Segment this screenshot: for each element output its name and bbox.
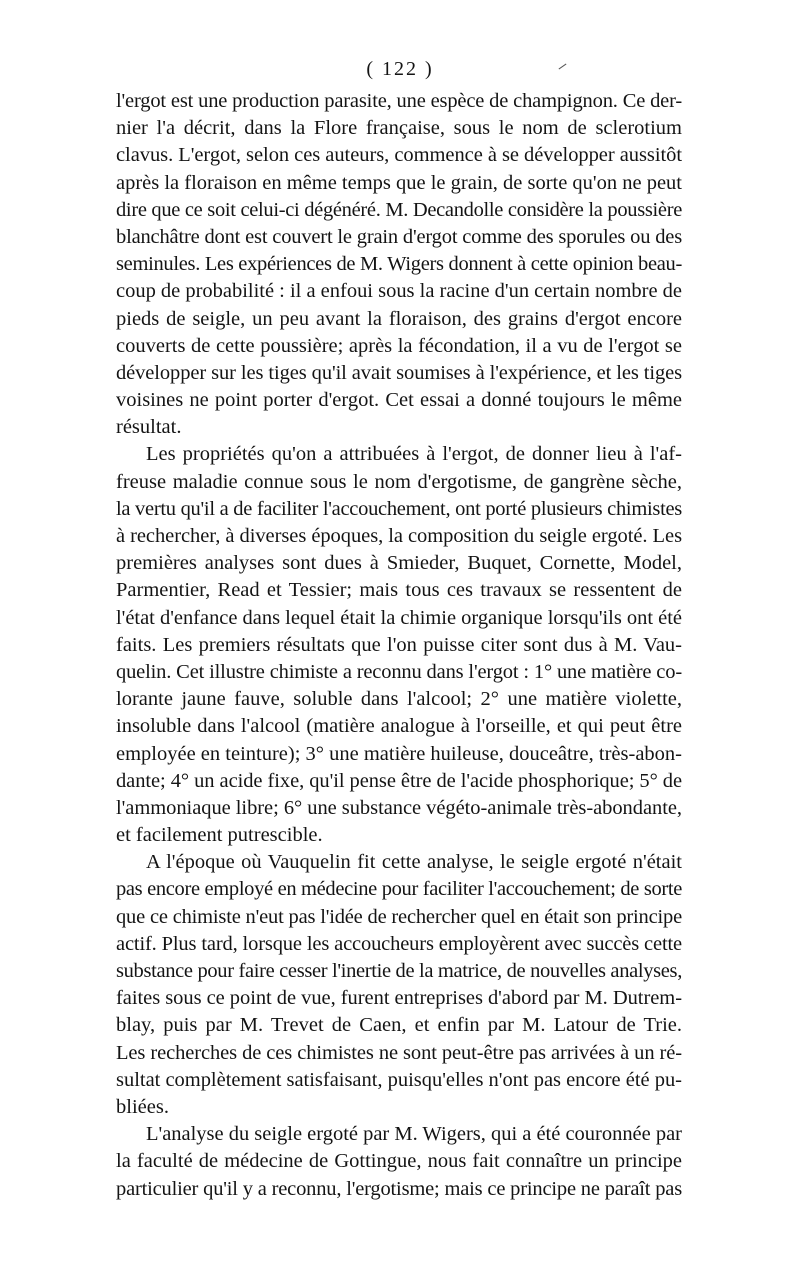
body-text bbox=[116, 88, 682, 1203]
text-line: particulier qu'il y a reconnu, l'ergotisme; mais ce principe ne paraît pas bbox=[116, 1177, 682, 1200]
text-line: quelin. Cet illustre chimiste a reconnu dans l'ergot : 1° une matière co- bbox=[116, 660, 682, 683]
text-line: actif. Plus tard, lorsque les accoucheurs employèrent avec succès cette bbox=[116, 932, 682, 955]
text-line: la vertu qu'il a de faciliter l'accouchement, ont porté plusieurs chimistes bbox=[116, 497, 682, 520]
text-line: la faculté de médecine de Gottingue, nous fait connaître un principe bbox=[116, 1150, 682, 1173]
text-line: dire que ce soit celui-ci dégénéré. M. Decandolle considère la poussière bbox=[116, 198, 682, 221]
text-line: sultat complètement satisfaisant, puisqu'elles n'ont pas encore été pu- bbox=[116, 1068, 682, 1091]
text-line: seminules. Les expériences de M. Wigers donnent à cette opinion beau- bbox=[116, 253, 682, 276]
text-line: premières analyses sont dues à Smieder, Buquet, Cornette, Model, bbox=[116, 552, 682, 575]
page-number: ( 122 ) bbox=[366, 58, 434, 80]
text-line: que ce chimiste n'eut pas l'idée de rechercher quel en était son principe bbox=[116, 905, 682, 928]
text-line: à rechercher, à diverses époques, la composition du seigle ergoté. Les bbox=[116, 525, 682, 547]
text-line: employée en teinture); 3° une matière huileuse, douceâtre, très-abon- bbox=[116, 742, 682, 765]
text-line: dante; 4° un acide fixe, qu'il pense être de l'acide phosphorique; 5° de bbox=[116, 769, 682, 792]
text-line: couverts de cette poussière; après la fécondation, il a vu de l'ergot se bbox=[116, 334, 682, 357]
text-line: bliées. bbox=[116, 1095, 169, 1118]
text-line: A l'époque où Vauquelin fit cette analyse, le seigle ergoté n'était bbox=[146, 851, 682, 874]
text-line: faites sous ce point de vue, furent entreprises d'abord par M. Dutrem- bbox=[116, 987, 682, 1010]
text-line: l'état d'enfance dans lequel était la chimie organique lorsqu'ils ont été bbox=[116, 606, 682, 629]
text-line: blay, puis par M. Trevet de Caen, et enfin par M. Latour de Trie. bbox=[116, 1014, 682, 1037]
text-line: Les propriétés qu'on a attribuées à l'ergot, de donner lieu à l'af- bbox=[146, 443, 682, 466]
text-line: insoluble dans l'alcool (matière analogue à l'orseille, et qui peut être bbox=[116, 715, 682, 738]
text-line: blanchâtre dont est couvert le grain d'ergot comme des sporules ou des bbox=[116, 225, 682, 248]
text-line: et facilement putrescible. bbox=[116, 824, 323, 847]
text-line: lorante jaune fauve, soluble dans l'alcool; 2° une matière violette, bbox=[116, 688, 682, 711]
text-line: freuse maladie connue sous le nom d'ergotisme, de gangrène sèche, bbox=[116, 470, 682, 493]
text-line: Les recherches de ces chimistes ne sont peut-être pas arrivées à un ré- bbox=[116, 1041, 682, 1064]
text-line: résultat. bbox=[116, 416, 182, 439]
text-line: l'ammoniaque libre; 6° une substance végéto-animale très-abondante, bbox=[116, 796, 682, 819]
text-line: après la floraison en même temps que le grain, de sorte qu'on ne peut bbox=[116, 171, 682, 194]
text-line: faits. Les premiers résultats que l'on puisse citer sont dus à M. Vau- bbox=[116, 633, 682, 656]
text-line: clavus. L'ergot, selon ces auteurs, commence à se développer aussitôt bbox=[116, 144, 682, 167]
text-line: développer sur les tiges qu'il avait soumises à l'expérience, et les tiges bbox=[116, 361, 683, 384]
text-line: pieds de seigle, un peu avant la floraison, des grains d'ergot encore bbox=[116, 307, 682, 330]
text-line: substance pour faire cesser l'inertie de la matrice, de nouvelles analyses, bbox=[116, 960, 682, 982]
text-line: Parmentier, Read et Tessier; mais tous ces travaux se ressentent de bbox=[116, 579, 682, 602]
text-line: coup de probabilité : il a enfoui sous la racine d'un certain nombre de bbox=[116, 280, 682, 303]
text-line: L'analyse du seigle ergoté par M. Wigers, qui a été couronnée par bbox=[146, 1123, 682, 1146]
text-line: pas encore employé en médecine pour faciliter l'accouchement; de sorte bbox=[116, 878, 683, 901]
text-line: voisines ne point porter d'ergot. Cet essai a donné toujours le même bbox=[116, 389, 682, 412]
text-line: l'ergot est une production parasite, une espèce de champignon. Ce der- bbox=[116, 90, 683, 112]
text-line: nier l'a décrit, dans la Flore française, sous le nom de sclerotium bbox=[116, 117, 682, 140]
